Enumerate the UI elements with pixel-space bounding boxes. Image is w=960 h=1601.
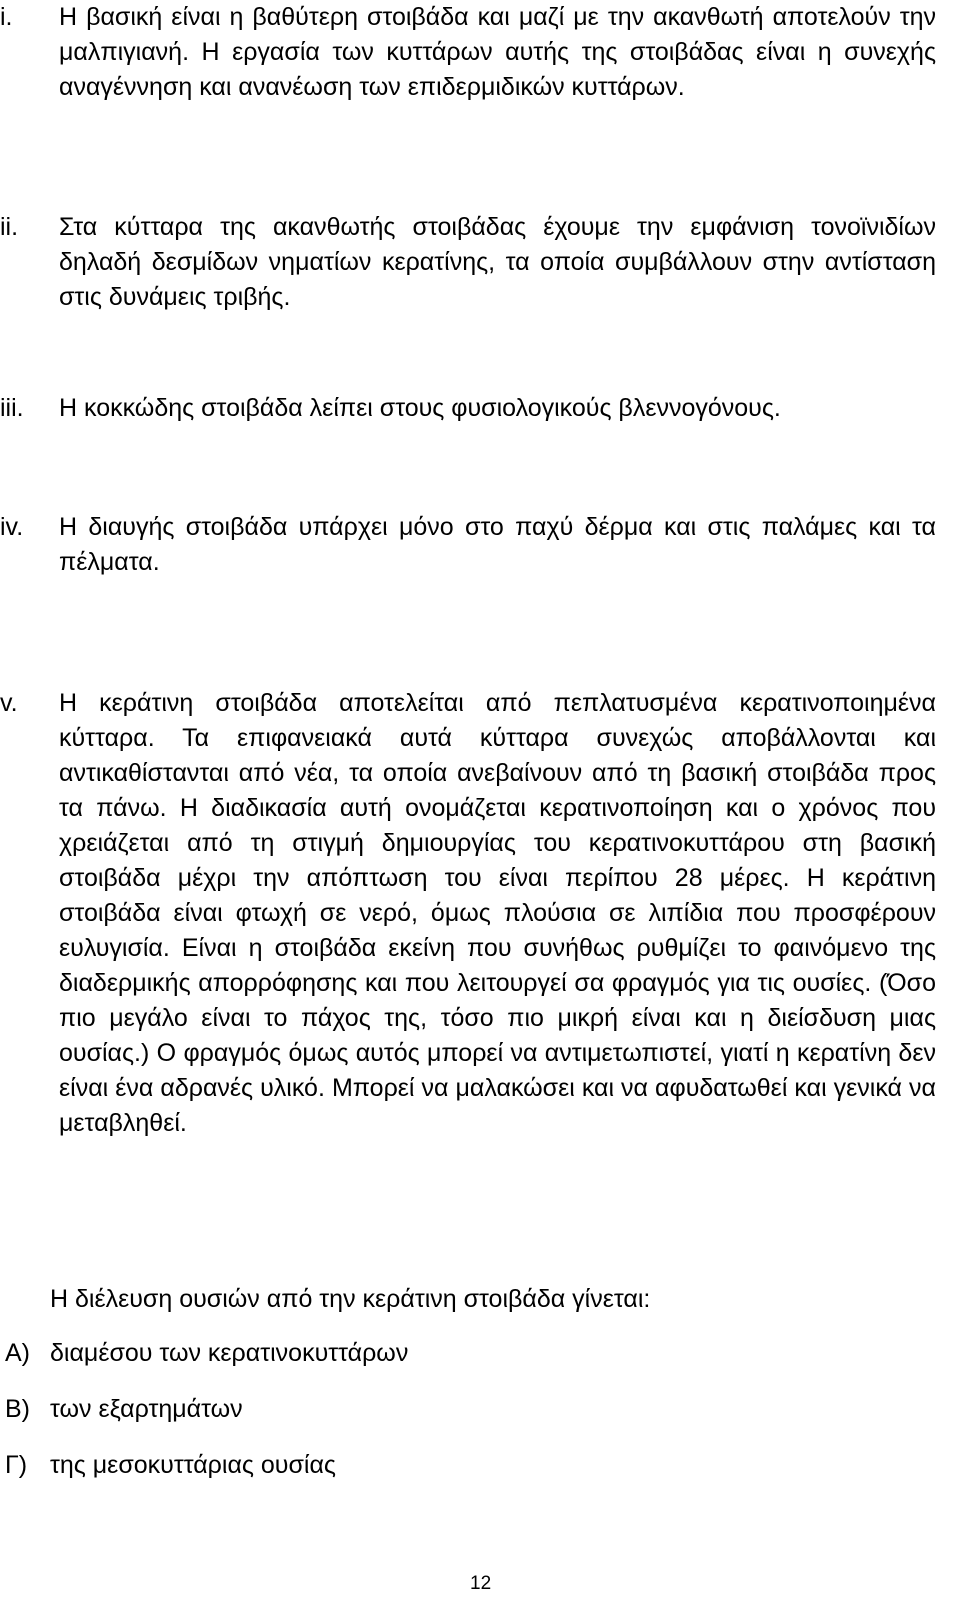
list-marker: i. bbox=[0, 3, 13, 31]
question-text: Η διέλευση ουσιών από την κεράτινη στοιβάδα γίνεται: bbox=[50, 1285, 651, 1313]
list-item-text: Η βασική είναι η βαθύτερη στοιβάδα και μαζί με την ακανθωτή αποτελούν την μαλπιγιανή. Η εργασία των κυττάρων αυτής της στοιβάδας είναι η συνεχής αναγέννηση και ανανέωση των επιδερμιδικών κυττάρων. bbox=[59, 3, 936, 101]
option-letter: Α) bbox=[5, 1339, 30, 1367]
option-text: διαμέσου των κερατινοκυττάρων bbox=[50, 1339, 409, 1367]
list-marker: iii. bbox=[0, 394, 24, 422]
list-marker: v. bbox=[0, 689, 18, 717]
list-item-text: Η κοκκώδης στοιβάδα λείπει στους φυσιολογικούς βλεννογόνους. bbox=[59, 394, 781, 422]
list-item-text: Στα κύτταρα της ακανθωτής στοιβάδας έχουμε την εμφάνιση τονοϊνιδίων δηλαδή δεσμίδων νηματίων κερατίνης, τα οποία συμβάλλουν στην αντίσταση στις δυνάμεις τριβής. bbox=[59, 213, 936, 311]
option-letter: Β) bbox=[5, 1395, 30, 1423]
page-number: 12 bbox=[470, 1573, 492, 1594]
list-item-text: Η κεράτινη στοιβάδα αποτελείται από πεπλατυσμένα κερατινοποιημένα κύτταρα. Τα επιφανειακά αυτά κύτταρα συνεχώς αποβάλλονται και αντικαθίστανται από νέα, τα οποία ανεβαίνουν από τη βασική στοιβάδα προς τα πάνω. Η διαδικασία αυτή ονομάζεται κερατινοποίηση και ο χρόνος που χρειάζεται από τη στιγμή δημιουργίας του κερατινοκυττάρου στη βασική στοιβάδα μέχρι την απόπτωση του είναι περίπου 28 μέρες. Η κεράτινη στοιβάδα είναι φτωχή σε νερό, όμως πλούσια σε λιπίδια που προσφέρουν ευλυγισία. Είναι η στοιβάδα εκείνη που συνήθως ρυθμίζει το φαινόμενο της διαδερμικής απορρόφησης και που λειτουργεί σα φραγμός για τις ουσίες. (Όσο πιο μεγάλο είναι το πάχος της, τόσο πιο μικρή είναι και η διείσδυση μιας ουσίας.) Ο φραγμός όμως αυτός μπορεί να αντιμετωπιστεί, γιατί η κερατίνη δεν είναι ένα αδρανές υλικό. Μπορεί να μαλακώσει και να αφυδατωθεί και γενικά να μεταβληθεί. bbox=[59, 689, 936, 1137]
list-marker: ii. bbox=[0, 213, 19, 241]
list-item-text: Η διαυγής στοιβάδα υπάρχει μόνο στο παχύ δέρμα και στις παλάμες και τα πέλματα. bbox=[59, 513, 936, 576]
list-marker: iv. bbox=[0, 513, 24, 541]
option-letter: Γ) bbox=[5, 1451, 28, 1479]
option-text: της μεσοκυττάριας ουσίας bbox=[50, 1451, 336, 1479]
option-text: των εξαρτημάτων bbox=[50, 1395, 243, 1423]
